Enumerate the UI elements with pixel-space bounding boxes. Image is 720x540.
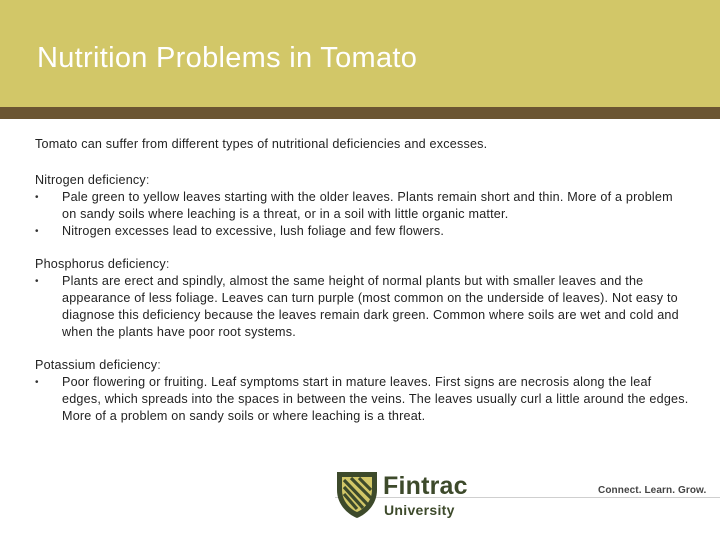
section-nitrogen [35,172,690,240]
brand-name: Fintrac [383,472,468,500]
bullet-dot: • [35,276,39,287]
section-title [35,172,690,189]
bullet-list [35,273,690,341]
section-title-text: Phosphorus deficiency [35,257,166,271]
section-potassium [35,357,690,425]
slide-header [0,0,720,107]
bullet-dot: • [35,377,39,388]
slide-title: Nutrition Problems in Tomato [37,42,418,74]
intro-text: Tomato can suffer from different types of nutritional deficiencies and excesses. [35,137,488,151]
list-item [35,223,690,240]
shield-leaf-icon [333,468,381,520]
section-title-text: Nitrogen deficiency [35,173,146,187]
list-item [35,189,690,223]
section-title [35,357,690,374]
section-title-colon: : [157,358,161,372]
bullet-dot: • [35,192,39,203]
section-title [35,256,690,273]
brand-subtitle: University [384,502,455,518]
section-title-colon: : [165,257,170,271]
brand-tagline: Connect. Learn. Grow. [598,485,707,496]
bullet-text: Pale green to yellow leaves starting with the older leaves. Plants remain short and thin. More of a problem on sandy soils where leaching is a threat, or in a soil with little organic matter. [62,190,673,221]
bullet-list [35,374,690,425]
section-title-colon: : [145,173,150,187]
bullet-text: Plants are erect and spindly, almost the same height of normal plants but with smaller leaves and the appearance of less foliage. Leaves can turn purple (most common on the underside of leaves). Not easy to diagnose this deficiency because the leaves remain dark green. Common where soils are wet and cold and when the plants have poor root systems. [62,274,679,339]
bullet-text: Poor flowering or fruiting. Leaf symptoms start in mature leaves. First signs are necrosis along the leaf edges, which spreads into the spaces in between the veins. The leaves usually curl a little around the edges. More of a problem on sandy soils or where leaching is a threat. [62,375,689,423]
bullet-dot: • [35,226,39,237]
bullet-text: Nitrogen excesses lead to excessive, lush foliage and few flowers. [62,224,445,238]
list-item [35,374,690,425]
slide-content [35,136,690,441]
list-item [35,273,690,341]
section-title-text: Potassium deficiency [35,358,158,372]
section-phosphorus [35,256,690,341]
bullet-list [35,189,690,240]
header-band [0,107,720,119]
